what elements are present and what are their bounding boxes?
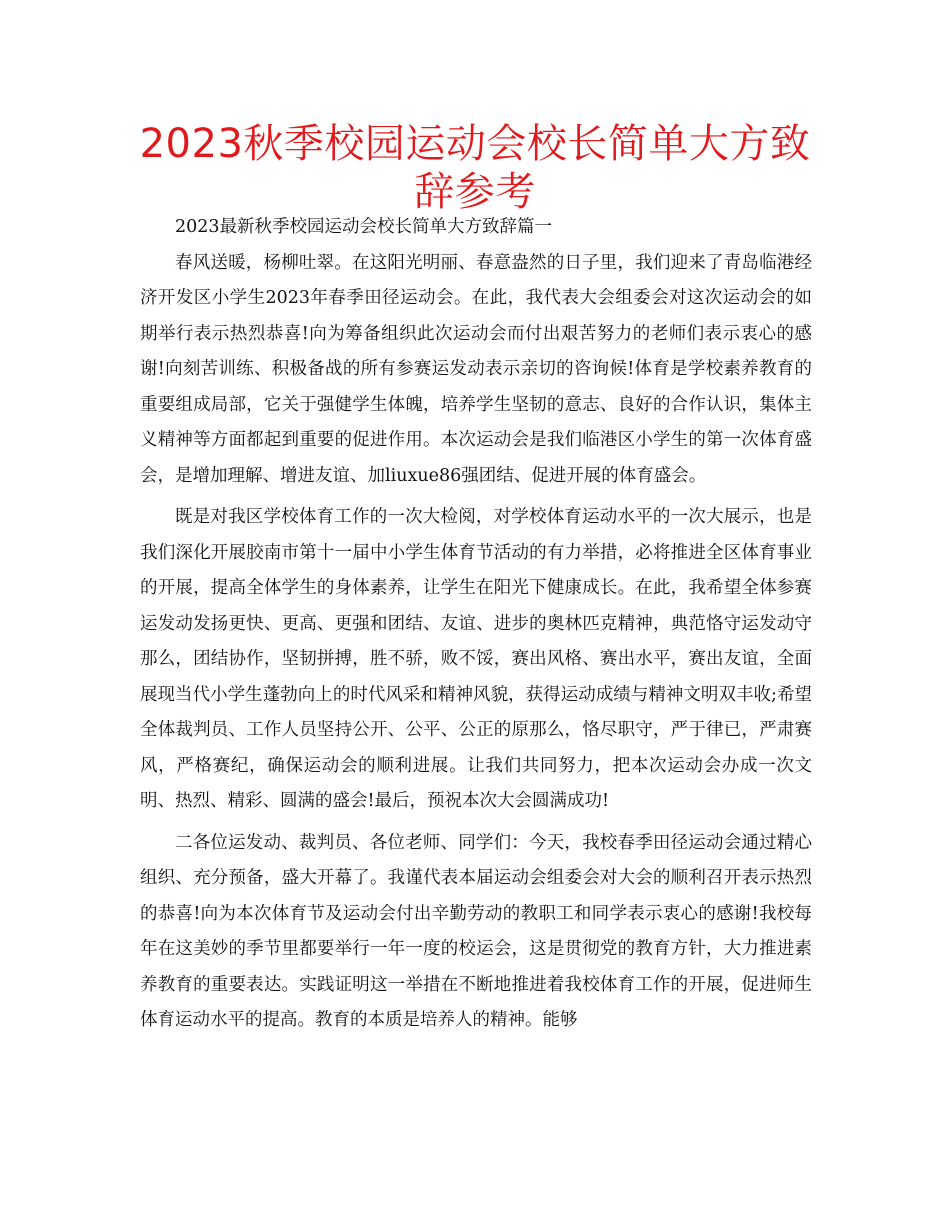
document-body [140,210,812,1045]
document-title: 2023秋季校园运动会校长简单大方致辞参考 [139,121,811,215]
paragraph-3: 二各位运发动、裁判员、各位老师、同学们：今天，我校春季田径运动会通过精心组织、充分预备，盛大开幕了。我谨代表本届运动会组委会对大会的顺利召开表示热烈的恭喜!向为本次体育节及运动会付出辛勤劳动的教职工和同学表示衷心的感谢!我校每年在这美妙的季节里都要举行一年一度的校运会，这是贯彻党的教育方针，大力推进素养教育的重要表达。实践证明这一举措在不断地推进着我校体育工作的开展，促进师生体育运动水平的提高。教育的本质是培养人的精神。能够 [140,832,812,1030]
paragraph-1: 春风送暖，杨柳吐翠。在这阳光明丽、春意盎然的日子里，我们迎来了青岛临港经济开发区小学生2023年春季田径运动会。在此，我代表大会组委会对这次运动会的如期举行表示热烈恭喜!向为筹备组织此次运动会而付出艰苦努力的老师们表示衷心的感谢!向刻苦训练、积极备战的所有参赛运发动表示亲切的咨询候!体育是学校素养教育的重要组成局部，它关于强健学生体魄，培养学生坚韧的意志、良好的合作认识，集体主义精神等方面都起到重要的促进作用。本次运动会是我们临港区小学生的第一次体育盛会，是增加理解、增进友谊、加liuxue86强团结、促进开展的体育盛会。 [140,252,812,486]
section-heading: 2023最新秋季校园运动会校长简单大方致辞篇一 [175,217,553,237]
paragraph-2: 既是对我区学校体育工作的一次大检阅，对学校体育运动水平的一次大展示，也是我们深化开展胶南市第十一届中小学生体育节活动的有力举措，必将推进全区体育事业的开展，提高全体学生的身体素养，让学生在阳光下健康成长。在此，我希望全体参赛运发动发扬更快、更高、更强和团结、友谊、进步的奥林匹克精神，典范恪守运发动守那么，团结协作，坚韧拼搏，胜不骄，败不馁，赛出风格、赛出水平，赛出友谊，全面展现当代小学生蓬勃向上的时代风采和精神风貌，获得运动成绩与精神文明双丰收;希望全体裁判员、工作人员坚持公开、公平、公正的原那么，恪尽职守，严于律已，严肃赛风，严格赛纪，确保运动会的顺利进展。让我们共同努力，把本次运动会办成一次文明、热烈、精彩、圆满的盛会!最后，预祝本次大会圆满成功! [140,507,812,811]
